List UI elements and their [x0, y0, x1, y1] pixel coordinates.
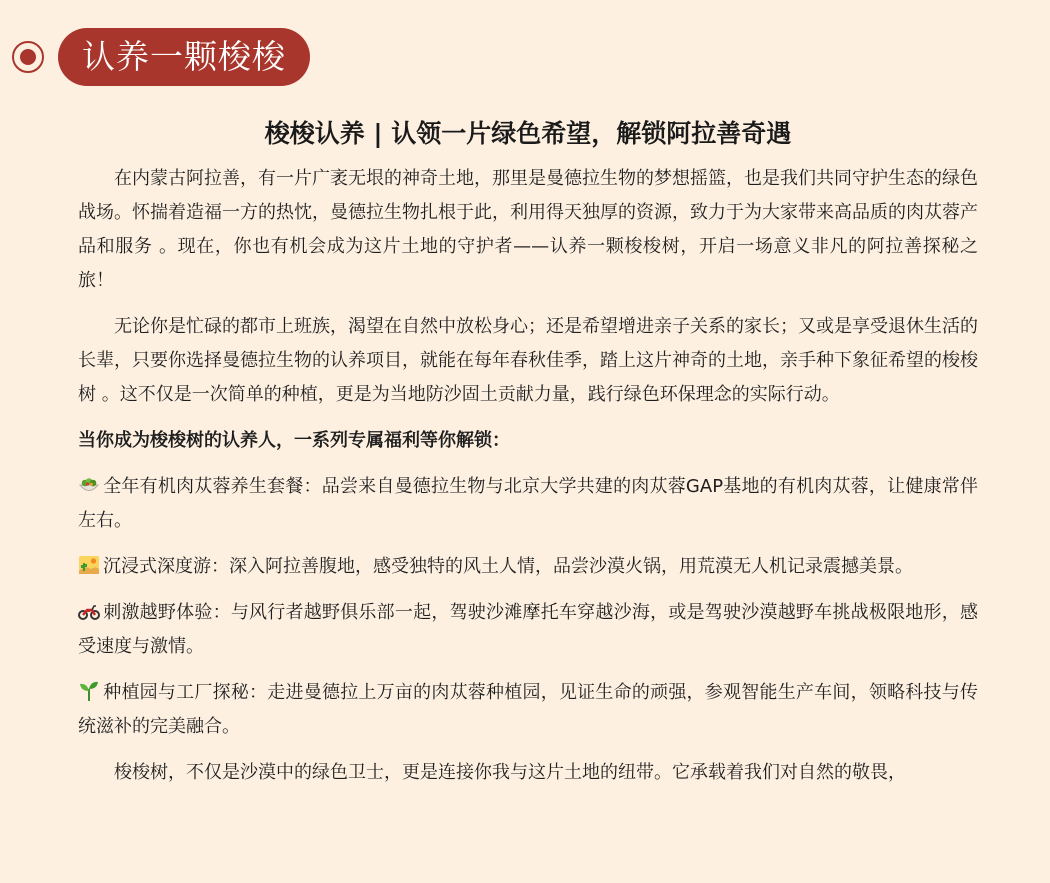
benefit-item	[78, 676, 978, 744]
benefit-item	[78, 550, 978, 584]
bullet-icon	[12, 41, 44, 73]
bullet-dot	[20, 49, 36, 65]
closing-paragraph: 梭梭树，不仅是沙漠中的绿色卫士，更是连接你我与这片土地的纽带。它承载着我们对自然的敬畏，	[114, 762, 906, 783]
desert-icon	[78, 554, 100, 576]
section-header	[12, 28, 310, 86]
article	[78, 114, 978, 802]
intro-paragraph: 在内蒙古阿拉善，有一片广袤无垠的神奇土地，那里是曼德拉生物的梦想摇篮，也是我们共同守护生态的绿色战场。怀揣着造福一方的热忱，曼德拉生物扎根于此，利用得天独厚的资源，致力于为大家带来高品质的肉苁蓉产品和服务 。现在，你也有机会成为这片土地的守护者——认养一颗梭梭树，开启一场意义非凡的阿拉善探秘之旅！	[78, 168, 978, 291]
section-title: 认养一颗梭梭	[58, 28, 310, 86]
audience-paragraph: 无论你是忙碌的都市上班族，渴望在自然中放松身心；还是希望增进亲子关系的家长；又或是享受退休生活的长辈，只要你选择曼德拉生物的认养项目，就能在每年春秋佳季，踏上这片神奇的土地，亲手种下象征希望的梭梭树 。这不仅是一次简单的种植，更是为当地防沙固土贡献力量，践行绿色环保理念的实际行动。	[78, 316, 978, 405]
benefit-text: 沉浸式深度游：深入阿拉善腹地，感受独特的风土人情，品尝沙漠火锅，用荒漠无人机记录震撼美景。	[103, 556, 913, 577]
motorcycle-icon	[78, 600, 100, 622]
benefit-item	[78, 470, 978, 538]
salad-icon	[78, 474, 100, 496]
benefit-text: 全年有机肉苁蓉养生套餐：品尝来自曼德拉生物与北京大学共建的肉苁蓉GAP基地的有机肉苁蓉，让健康常伴左右。	[78, 476, 978, 531]
benefits-lead: 当你成为梭梭树的认养人，一系列专属福利等你解锁：	[78, 430, 510, 451]
benefit-item	[78, 596, 978, 664]
benefit-text: 种植园与工厂探秘：走进曼德拉上万亩的肉苁蓉种植园，见证生命的顽强，参观智能生产车间，领略科技与传统滋补的完美融合。	[78, 682, 978, 737]
seedling-icon	[78, 680, 100, 702]
benefit-text: 刺激越野体验：与风行者越野俱乐部一起，驾驶沙滩摩托车穿越沙海，或是驾驶沙漠越野车挑战极限地形，感受速度与激情。	[78, 602, 978, 657]
article-headline: 梭梭认养 | 认领一片绿色希望，解锁阿拉善奇遇	[264, 119, 792, 148]
